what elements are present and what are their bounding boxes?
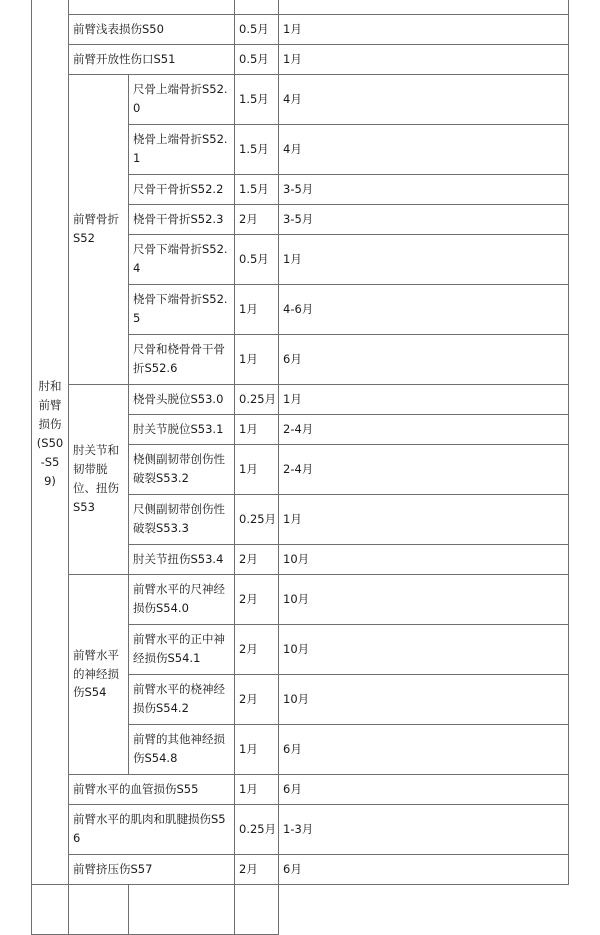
duration-a-cell: 2月 <box>235 575 279 625</box>
detail-cell: 尺骨下端骨折S52.4 <box>129 235 235 285</box>
table-row <box>32 15 569 45</box>
detail-cell <box>69 885 129 935</box>
duration-a-cell <box>235 0 279 15</box>
table-row <box>32 775 569 805</box>
duration-a-cell <box>129 885 235 935</box>
duration-a-cell: 1月 <box>235 285 279 335</box>
duration-a-cell: 0.5月 <box>235 15 279 45</box>
duration-b-cell: 6月 <box>279 725 569 775</box>
duration-a-cell: 0.25月 <box>235 495 279 545</box>
duration-b-cell: 6月 <box>279 335 569 385</box>
duration-a-cell: 1月 <box>235 445 279 495</box>
group-cell: 肘关节和韧带脱位、扭伤S53 <box>69 385 129 575</box>
duration-b-cell: 1月 <box>279 15 569 45</box>
detail-cell: 桡骨下端骨折S52.5 <box>129 285 235 335</box>
category-cell: 肘和前臂损伤(S50-S59) <box>32 0 69 885</box>
duration-b-cell: 4月 <box>279 125 569 175</box>
duration-a-cell: 2月 <box>235 205 279 235</box>
duration-b-cell: 6月 <box>279 855 569 885</box>
duration-a-cell: 1.5月 <box>235 175 279 205</box>
duration-b-cell: 10月 <box>279 545 569 575</box>
detail-cell: 前臂开放性伤口S51 <box>69 45 235 75</box>
detail-cell: 前臂水平的桡神经损伤S54.2 <box>129 675 235 725</box>
duration-a-cell: 2月 <box>235 855 279 885</box>
detail-cell: 尺骨干骨折S52.2 <box>129 175 235 205</box>
table-viewport <box>31 0 569 935</box>
duration-a-cell: 0.5月 <box>235 45 279 75</box>
detail-cell: 前臂水平的血管损伤S55 <box>69 775 235 805</box>
detail-cell: 肘关节扭伤S53.4 <box>129 545 235 575</box>
table-body <box>32 0 569 935</box>
duration-a-cell: 1月 <box>235 415 279 445</box>
duration-b-cell: 2-4月 <box>279 415 569 445</box>
detail-cell: 前臂浅表损伤S50 <box>69 15 235 45</box>
duration-b-cell: 3-5月 <box>279 175 569 205</box>
table-row <box>32 385 569 415</box>
duration-b-cell: 4月 <box>279 75 569 125</box>
duration-a-cell: 2月 <box>235 545 279 575</box>
group-cell: 前臂骨折S52 <box>69 75 129 385</box>
duration-b-cell: 10月 <box>279 575 569 625</box>
detail-cell: 桡骨上端骨折S52.1 <box>129 125 235 175</box>
detail-cell <box>69 0 235 15</box>
duration-b-cell: 4-6月 <box>279 285 569 335</box>
duration-a-cell: 1月 <box>235 725 279 775</box>
table-row <box>32 805 569 855</box>
duration-b-cell <box>235 885 279 935</box>
duration-a-cell: 2月 <box>235 675 279 725</box>
detail-cell: 肘关节脱位S53.1 <box>129 415 235 445</box>
duration-a-cell: 0.25月 <box>235 805 279 855</box>
duration-b-cell: 1月 <box>279 235 569 285</box>
duration-b-cell: 1-3月 <box>279 805 569 855</box>
detail-cell: 前臂水平的正中神经损伤S54.1 <box>129 625 235 675</box>
duration-b-cell: 10月 <box>279 625 569 675</box>
duration-a-cell: 1月 <box>235 775 279 805</box>
duration-b-cell: 2-4月 <box>279 445 569 495</box>
detail-cell: 桡侧副韧带创伤性破裂S53.2 <box>129 445 235 495</box>
detail-cell: 尺骨和桡骨骨干骨折S52.6 <box>129 335 235 385</box>
detail-cell: 前臂挤压伤S57 <box>69 855 235 885</box>
group-cell <box>32 885 69 935</box>
duration-b-cell <box>279 0 569 15</box>
table-row <box>32 75 569 125</box>
duration-a-cell: 2月 <box>235 625 279 675</box>
duration-b-cell: 3-5月 <box>279 205 569 235</box>
table-row <box>32 855 569 885</box>
duration-a-cell: 1.5月 <box>235 125 279 175</box>
table-row <box>32 885 569 935</box>
duration-b-cell: 6月 <box>279 775 569 805</box>
detail-cell: 前臂水平的尺神经损伤S54.0 <box>129 575 235 625</box>
detail-cell: 前臂水平的肌肉和肌腱损伤S56 <box>69 805 235 855</box>
table-row <box>32 575 569 625</box>
duration-b-cell: 1月 <box>279 495 569 545</box>
group-cell: 前臂水平的神经损伤S54 <box>69 575 129 775</box>
table-row <box>32 45 569 75</box>
injury-recovery-table <box>31 0 569 935</box>
duration-a-cell: 1月 <box>235 335 279 385</box>
detail-cell: 桡骨干骨折S52.3 <box>129 205 235 235</box>
duration-b-cell: 10月 <box>279 675 569 725</box>
table-row <box>32 0 569 15</box>
duration-a-cell: 0.25月 <box>235 385 279 415</box>
detail-cell: 尺骨上端骨折S52.0 <box>129 75 235 125</box>
duration-a-cell: 0.5月 <box>235 235 279 285</box>
duration-b-cell: 1月 <box>279 385 569 415</box>
duration-b-cell: 1月 <box>279 45 569 75</box>
detail-cell: 桡骨头脱位S53.0 <box>129 385 235 415</box>
detail-cell: 尺侧副韧带创伤性破裂S53.3 <box>129 495 235 545</box>
detail-cell: 前臂的其他神经损伤S54.8 <box>129 725 235 775</box>
duration-a-cell: 1.5月 <box>235 75 279 125</box>
